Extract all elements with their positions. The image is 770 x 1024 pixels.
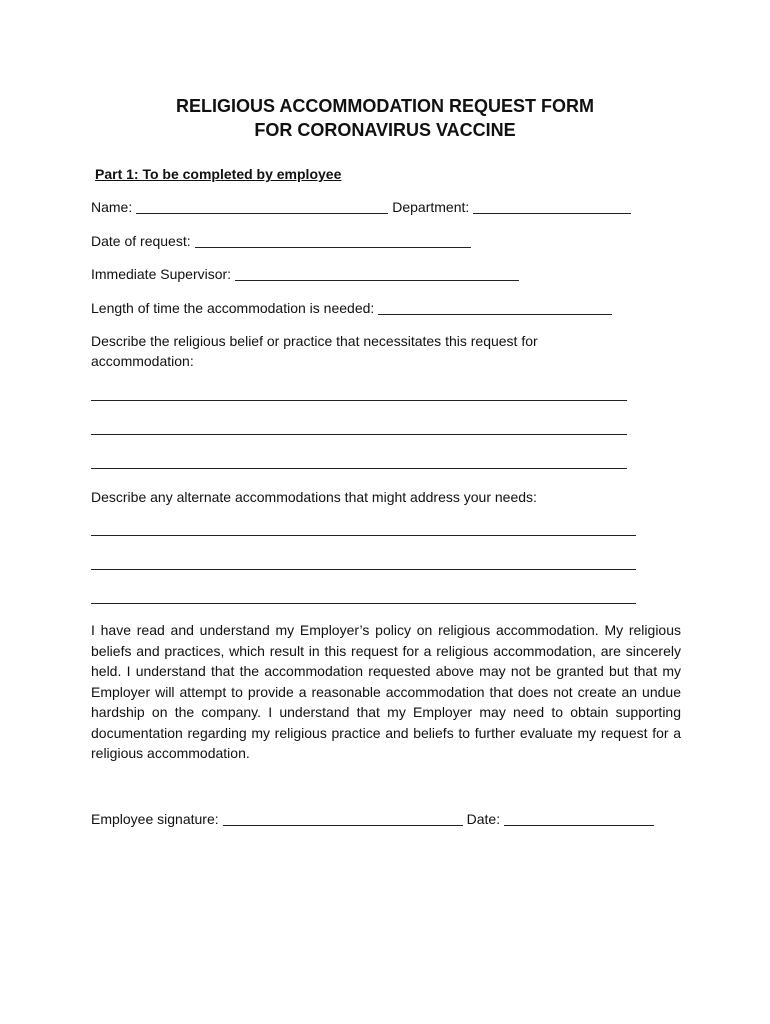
supervisor-row	[91, 265, 523, 283]
length-of-time-field[interactable]	[378, 300, 612, 315]
acknowledgement-paragraph: I have read and understand my Employer’s policy on religious accommodation. My religious beliefs and practices, which result in this request for a religious accommodation, are sincerely held. I understand that the accommodation requested above may not be granted but that my Employer will attempt to provide a reasonable accommodation that does not create an undue hardship on the company. I understand that my Employer may need to obtain supporting documentation regarding my religious practice and beliefs to further evaluate my request for a religious accommodation.	[91, 622, 681, 761]
alternate-answer-line-1[interactable]	[91, 535, 636, 536]
form-title-line-1: RELIGIOUS ACCOMMODATION REQUEST FORM	[176, 96, 594, 116]
alternate-prompt: Describe any alternate accommodations that might address your needs:	[91, 489, 537, 505]
supervisor-field[interactable]	[235, 266, 519, 281]
signature-date-field[interactable]	[504, 811, 654, 826]
alternate-answer-line-3[interactable]	[91, 603, 636, 604]
signature-row	[91, 810, 658, 828]
length-of-time-row	[91, 299, 616, 317]
name-field[interactable]	[136, 199, 388, 214]
date-of-request-field[interactable]	[195, 233, 471, 248]
alternate-answer-line-2[interactable]	[91, 569, 636, 570]
name-department-row	[91, 198, 635, 216]
signature-label: Employee signature:	[91, 811, 219, 827]
date-of-request-row	[91, 232, 475, 250]
date-of-request-label: Date of request:	[91, 233, 191, 249]
signature-field[interactable]	[223, 811, 463, 826]
belief-answer-line-2[interactable]	[91, 434, 627, 435]
department-field[interactable]	[473, 199, 631, 214]
supervisor-label: Immediate Supervisor:	[91, 266, 232, 282]
form-title-line-2: FOR CORONAVIRUS VACCINE	[254, 120, 516, 140]
belief-prompt: Describe the religious belief or practice that necessitates this request for accommodation:	[91, 333, 538, 369]
part-1-heading: Part 1: To be completed by employee	[95, 166, 342, 182]
belief-answer-line-3[interactable]	[91, 468, 627, 469]
belief-answer-line-1[interactable]	[91, 400, 627, 401]
name-label: Name:	[91, 199, 133, 215]
signature-date-label: Date:	[466, 811, 501, 827]
department-label: Department:	[392, 199, 470, 215]
length-of-time-label: Length of time the accommodation is needed:	[91, 300, 375, 316]
